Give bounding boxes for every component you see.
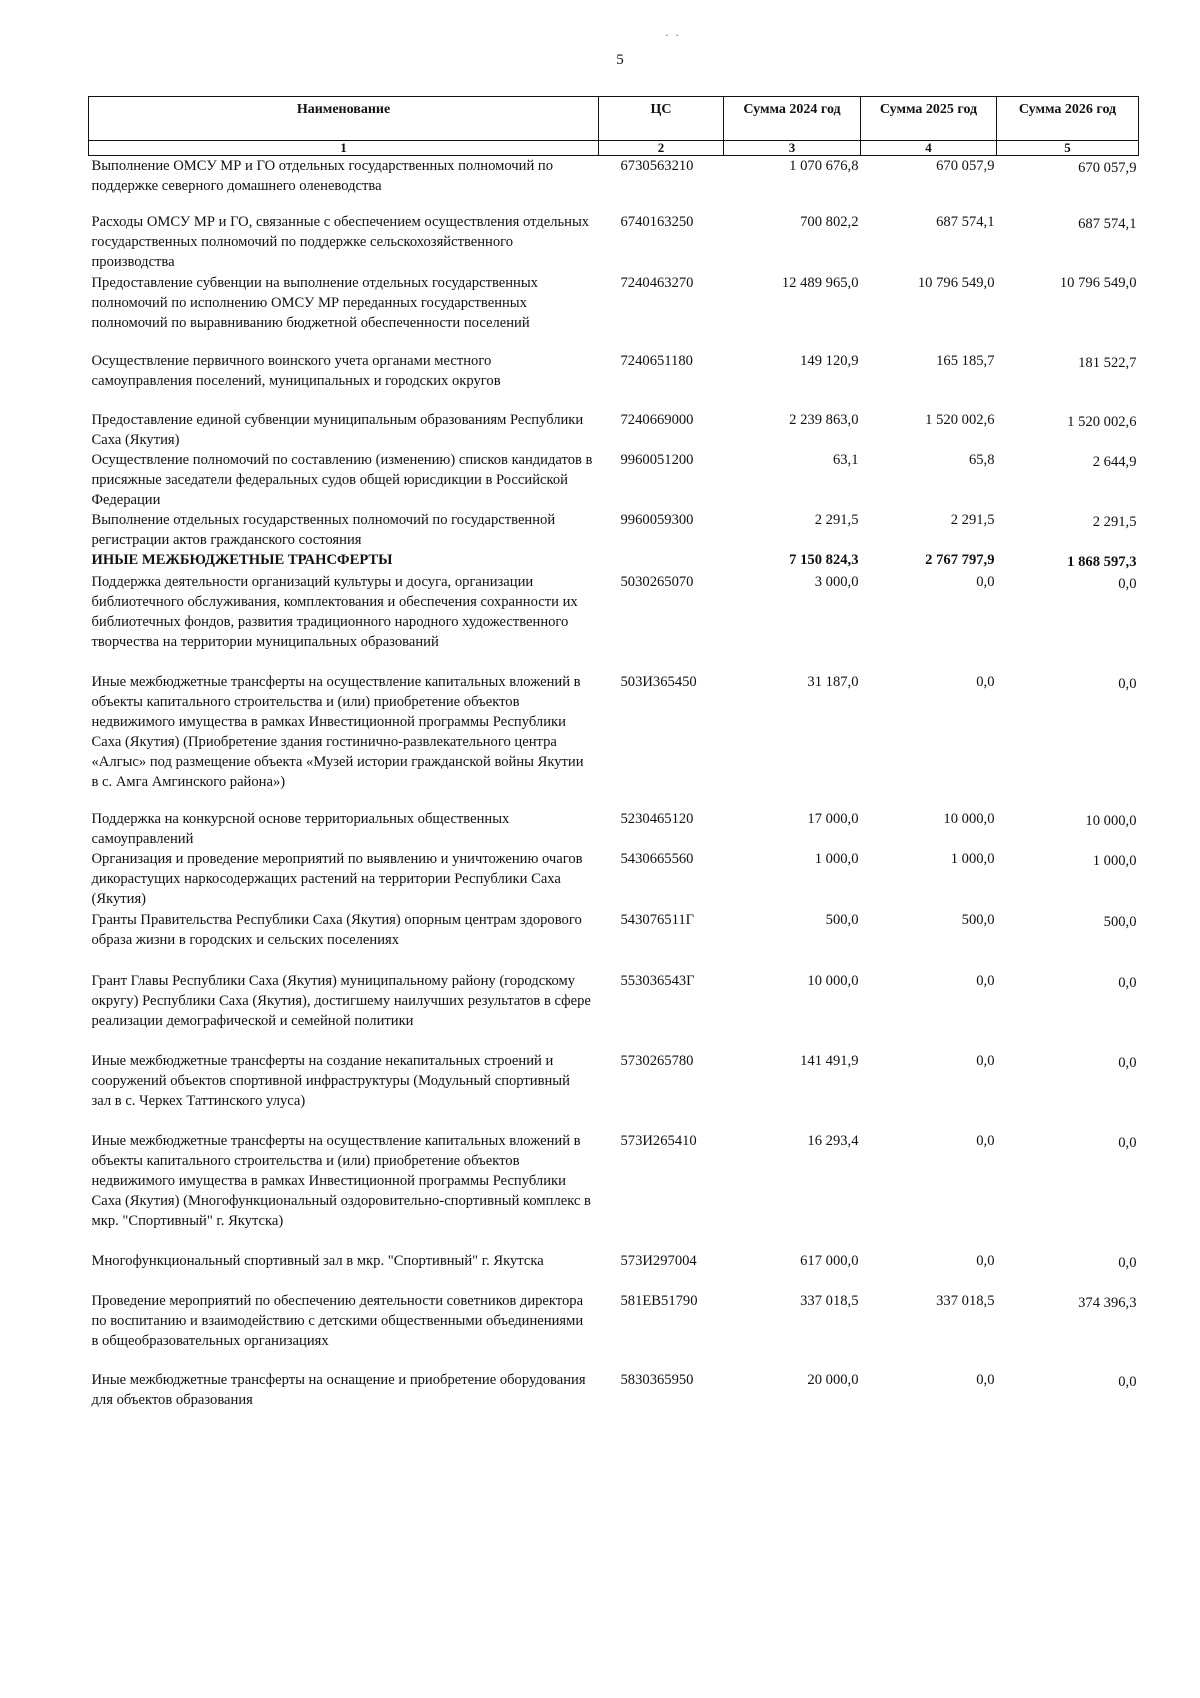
row-2026: 1 000,0 xyxy=(1092,852,1137,869)
row-cs: 553036543Г xyxy=(620,972,695,989)
row-2025: 0,0 xyxy=(976,1252,995,1269)
table-row xyxy=(89,1370,1139,1410)
row-name: Выполнение отдельных государственных полномочий по государственной регистрации актов гражданского состояния xyxy=(91,511,556,548)
row-cs: 573И297004 xyxy=(620,1252,697,1269)
row-2024: 500,0 xyxy=(825,911,859,928)
row-name: Иные межбюджетные трансферты на оснащение и приобретение оборудования для объектов образования xyxy=(91,1371,586,1408)
row-cs: 6730563210 xyxy=(620,158,694,174)
row-2024: 2 291,5 xyxy=(814,511,859,528)
row-2025: 10 000,0 xyxy=(943,810,995,827)
table-row xyxy=(89,910,1139,971)
header-2025: Сумма 2025 год xyxy=(861,97,997,141)
row-2024: 3 000,0 xyxy=(814,573,859,590)
header-row xyxy=(89,97,1139,141)
row-2026: 0,0 xyxy=(1118,974,1137,991)
row-name: Предоставление единой субвенции муниципальным образованиям Республики Саха (Якутия) xyxy=(91,411,584,448)
row-2025: 0,0 xyxy=(976,1052,995,1069)
row-2024: 20 000,0 xyxy=(807,1371,859,1388)
row-name: Проведение мероприятий по обеспечению деятельности советников директора по воспитанию и взаимодействию с детскими общественными объединениями в общеобразовательных организациях xyxy=(91,1292,584,1349)
row-2025: 2 291,5 xyxy=(950,511,995,528)
row-cs: 5030265070 xyxy=(620,573,694,590)
row-2026: 0,0 xyxy=(1118,1054,1137,1071)
page-number: 5 xyxy=(616,52,624,68)
index-row xyxy=(89,141,1139,156)
row-name: Грант Главы Республики Саха (Якутия) муниципальному району (городскому округу) Республики Саха (Якутия), достигшему наилучших результатов в сфере реализации демографической и семейной политики xyxy=(91,972,591,1029)
header-name: Наименование xyxy=(89,97,599,141)
table-row xyxy=(89,351,1139,410)
table-row xyxy=(89,510,1139,550)
row-2025: 500,0 xyxy=(961,911,995,928)
index-cell: 1 xyxy=(89,141,599,156)
table-row xyxy=(89,849,1139,910)
row-2026: 10 796 549,0 xyxy=(1059,274,1137,291)
row-cs: 5230465120 xyxy=(620,810,694,827)
row-cs: 9960059300 xyxy=(620,511,694,528)
scan-mark: · · xyxy=(665,30,682,42)
table-row xyxy=(89,809,1139,849)
row-name: Расходы ОМСУ МР и ГО, связанные с обеспечением осуществления отдельных государственных полномочий по поддержке сельскохозяйственного производства xyxy=(91,213,590,270)
row-2026: 1 868 597,3 xyxy=(1067,553,1137,570)
row-2026: 10 000,0 xyxy=(1085,812,1137,829)
row-2025: 65,8 xyxy=(968,451,995,468)
row-2025: 0,0 xyxy=(976,972,995,989)
row-2026: 181 522,7 xyxy=(1078,354,1137,371)
table-row xyxy=(89,450,1139,510)
row-2025: 687 574,1 xyxy=(936,213,995,230)
row-cs: 5830365950 xyxy=(620,1371,694,1388)
row-2024: 10 000,0 xyxy=(807,972,859,989)
row-name: Гранты Правительства Республики Саха (Якутия) опорным центрам здорового образа жизни в городских и сельских поселениях xyxy=(91,911,582,948)
table-row xyxy=(89,1291,1139,1370)
row-cs: 7240651180 xyxy=(620,352,693,369)
row-cs: 543076511Г xyxy=(620,911,695,928)
table-row xyxy=(89,1131,1139,1251)
row-2025: 337 018,5 xyxy=(936,1292,995,1309)
row-2024: 12 489 965,0 xyxy=(781,274,859,291)
index-cell: 2 xyxy=(599,141,724,156)
row-name: Иные межбюджетные трансферты на осуществление капитальных вложений в объекты капитального строительства и (или) приобретение объектов недвижимого имущества в рамках Инвестиционной программы Республики Саха (Якутия) (Многофункциональный оздоровительно-спортивный комплекс в мкр. "Спортивный" г. Якутска) xyxy=(91,1132,591,1229)
row-2024: 16 293,4 xyxy=(807,1132,859,1149)
row-2025: 1 000,0 xyxy=(950,850,995,867)
table-row xyxy=(89,1251,1139,1291)
row-name: Поддержка деятельности организаций культуры и досуга, организации библиотечного обслуживания, комплектования и обеспечения сохранности их библиотечных фондов, развития традиционного народного художественного творчества на территории муниципальных образований xyxy=(91,573,578,650)
row-name: Поддержка на конкурсной основе территориальных общественных самоуправлений xyxy=(91,810,510,847)
row-2026: 670 057,9 xyxy=(1078,160,1137,176)
row-name: Иные межбюджетные трансферты на создание некапитальных строений и сооружений объектов спортивной инфраструктуры (Модульный спортивный зал в с. Черкех Таттинского улуса) xyxy=(91,1052,570,1109)
row-2024: 63,1 xyxy=(832,451,859,468)
header-2024: Сумма 2024 год xyxy=(724,97,861,141)
row-2025: 0,0 xyxy=(976,1132,995,1149)
row-2026: 687 574,1 xyxy=(1078,215,1137,232)
row-2025: 10 796 549,0 xyxy=(917,274,995,291)
table-row xyxy=(89,572,1139,672)
row-name: Выполнение ОМСУ МР и ГО отдельных государственных полномочий по поддержке северного домашнего оленеводства xyxy=(91,158,554,194)
row-2024: 617 000,0 xyxy=(800,1252,859,1269)
row-name: Иные межбюджетные трансферты на осуществление капитальных вложений в объекты капитального строительства и (или) приобретение объектов недвижимого имущества в рамках Инвестиционной программы Республики Саха (Якутия) (Приобретение здания гостинично-развлекательного центра «Алгыс» под размещение объекта «Музей истории гражданской войны Якутии в с. Амга Амгинского района») xyxy=(91,673,584,790)
row-2024: 17 000,0 xyxy=(807,810,859,827)
row-name: Осуществление первичного воинского учета органами местного самоуправления поселений, муниципальных и городских округов xyxy=(91,352,501,389)
row-2026: 0,0 xyxy=(1118,1254,1137,1271)
budget-table xyxy=(88,96,1139,1410)
index-cell: 4 xyxy=(861,141,997,156)
row-cs: 7240463270 xyxy=(620,274,694,291)
row-2024: 31 187,0 xyxy=(807,673,859,690)
row-2024: 337 018,5 xyxy=(800,1292,859,1309)
row-2026: 2 291,5 xyxy=(1092,513,1137,530)
row-2024: 1 000,0 xyxy=(814,850,859,867)
table-row xyxy=(89,971,1139,1051)
table-row xyxy=(89,410,1139,450)
row-2026: 0,0 xyxy=(1118,675,1137,692)
row-2026: 2 644,9 xyxy=(1092,453,1137,470)
row-2024: 149 120,9 xyxy=(800,352,859,369)
row-cs: 573И265410 xyxy=(620,1132,697,1149)
row-cs: 9960051200 xyxy=(620,451,694,468)
row-2024: 2 239 863,0 xyxy=(789,411,859,428)
row-name: Осуществление полномочий по составлению (изменению) списков кандидатов в присяжные заседатели федеральных судов общей юрисдикции в Российской Федерации xyxy=(91,451,593,508)
row-cs: 581ЕВ51790 xyxy=(620,1292,698,1309)
row-name: Предоставление субвенции на выполнение отдельных государственных полномочий по исполнению ОМСУ МР переданных государственных полномочий по выравниванию бюджетной обеспеченности поселений xyxy=(91,274,538,331)
row-2024: 7 150 824,3 xyxy=(789,551,859,568)
index-cell: 5 xyxy=(997,141,1139,156)
row-2026: 374 396,3 xyxy=(1078,1294,1137,1311)
row-name: Организация и проведение мероприятий по выявлению и уничтожению очагов дикорастущих наркосодержащих растений на территории Республики Саха (Якутия) xyxy=(91,850,583,907)
row-2026: 0,0 xyxy=(1118,575,1137,592)
row-name: Многофункциональный спортивный зал в мкр. "Спортивный" г. Якутска xyxy=(91,1252,544,1269)
row-cs: 6740163250 xyxy=(620,213,694,230)
table-row xyxy=(89,273,1139,351)
row-2025: 2 767 797,9 xyxy=(925,551,995,568)
table-row xyxy=(89,212,1139,273)
row-2024: 1 070 676,8 xyxy=(789,158,859,174)
row-2025: 670 057,9 xyxy=(936,158,995,174)
row-cs: 5430665560 xyxy=(620,850,694,867)
table-row xyxy=(89,156,1139,212)
row-cs: 503И365450 xyxy=(620,673,697,690)
row-2025: 0,0 xyxy=(976,1371,995,1388)
index-cell: 3 xyxy=(724,141,861,156)
section-title: ИНЫЕ МЕЖБЮДЖЕТНЫЕ ТРАНСФЕРТЫ xyxy=(91,551,393,568)
row-cs xyxy=(599,550,724,572)
row-2025: 0,0 xyxy=(976,573,995,590)
row-cs: 5730265780 xyxy=(620,1052,694,1069)
row-2026: 1 520 002,6 xyxy=(1067,413,1137,430)
row-2024: 141 491,9 xyxy=(800,1052,859,1069)
row-2026: 0,0 xyxy=(1118,1373,1137,1390)
header-2026: Сумма 2026 год xyxy=(997,97,1139,141)
row-2024: 700 802,2 xyxy=(800,213,859,230)
section-row xyxy=(89,550,1139,572)
row-2025: 165 185,7 xyxy=(936,352,995,369)
row-2025: 1 520 002,6 xyxy=(925,411,995,428)
header-cs: ЦС xyxy=(599,97,724,141)
row-2025: 0,0 xyxy=(976,673,995,690)
table-row xyxy=(89,1051,1139,1131)
table-row xyxy=(89,672,1139,809)
row-2026: 500,0 xyxy=(1103,913,1137,930)
row-cs: 7240669000 xyxy=(620,411,694,428)
row-2026: 0,0 xyxy=(1118,1134,1137,1151)
